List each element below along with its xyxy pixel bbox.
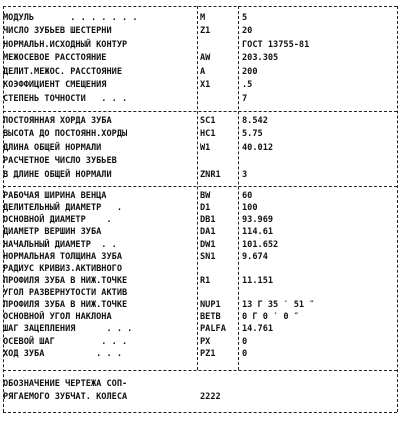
parameter-value: 9.674: [242, 252, 268, 262]
parameter-name: ВЫСОТА ДО ПОСТОЯНН.ХОРДЫ: [3, 129, 128, 139]
parameter-code: NUP1: [200, 300, 221, 310]
parameter-name: ДЕЛИТЕЛЬНЫЙ ДИАМЕТР .: [3, 203, 122, 213]
parameter-value: 5: [242, 13, 248, 23]
parameter-value: 0: [242, 349, 248, 359]
table-row: [0, 40, 401, 51]
parameter-code: X1: [200, 80, 211, 90]
parameter-name: ДИАМЕТР ВЕРШИН ЗУБА: [3, 227, 102, 237]
parameter-value: 60: [242, 191, 253, 201]
parameter-value: 101.652: [242, 240, 279, 250]
table-row: [0, 300, 401, 311]
table-row: [0, 276, 401, 287]
table-row: [0, 215, 401, 226]
table-row: [0, 379, 401, 390]
parameter-value: 14.761: [242, 324, 274, 334]
parameter-code: DA1: [200, 227, 216, 237]
table-row: [0, 53, 401, 64]
table-row: [0, 170, 401, 181]
parameter-code: DW1: [200, 240, 216, 250]
parameter-name: МОДУЛЬ . . . . . . .: [3, 13, 138, 23]
table-row: [0, 191, 401, 202]
table-row: [0, 349, 401, 360]
parameter-name: ПРОФИЛЯ ЗУБА В НИЖ.ТОЧКЕ: [3, 300, 128, 310]
parameter-value: 203.305: [242, 53, 279, 63]
parameter-value: 13 Г 35 ′ 51 ″: [242, 300, 315, 310]
parameter-value: 93.969: [242, 215, 274, 225]
parameter-value: .5: [242, 80, 253, 90]
parameter-code: SC1: [200, 116, 216, 126]
parameter-code: SN1: [200, 252, 216, 262]
parameter-value: 3: [242, 170, 248, 180]
parameter-name: В ДЛИНЕ ОБЩЕЙ НОРМАЛИ: [3, 170, 112, 180]
parameter-code: 2222: [200, 392, 221, 402]
parameter-code: R1: [200, 276, 211, 286]
parameter-value: 0 Г 0 ′ 0 ″: [242, 312, 299, 322]
parameter-name: МЕЖОСЕВОЕ РАССТОЯНИЕ: [3, 53, 107, 63]
parameter-name: ОСНОВНОЙ УГОЛ НАКЛОНА: [3, 312, 112, 322]
table-row: [0, 26, 401, 37]
parameter-value: 40.012: [242, 143, 274, 153]
parameter-name: РАСЧЕТНОЕ ЧИСЛО ЗУБЬЕВ: [3, 156, 117, 166]
parameter-name: СТЕПЕНЬ ТОЧНОСТИ . . .: [3, 94, 128, 104]
parameter-value: ГОСТ 13755-81: [242, 40, 310, 50]
separator-3: [3, 370, 397, 371]
parameter-code: D1: [200, 203, 211, 213]
top-border: [3, 6, 397, 7]
parameter-code: DB1: [200, 215, 216, 225]
parameter-name: ДЕЛИТ.МЕЖОС. РАССТОЯНИЕ: [3, 67, 122, 77]
parameter-name: РАДИУС КРИВИЗ.АКТИВНОГО: [3, 264, 122, 274]
parameter-name: НОРМАЛЬН.ИСХОДНЫЙ КОНТУР: [3, 40, 128, 50]
table-row: [0, 13, 401, 24]
parameter-name: КОЭФФИЦИЕНТ СМЕЩЕНИЯ: [3, 80, 107, 90]
parameter-name: ХОД ЗУБА . . .: [3, 349, 122, 359]
parameter-code: M: [200, 13, 206, 23]
parameter-code: W1: [200, 143, 211, 153]
table-row: [0, 240, 401, 251]
parameter-name: ПРОФИЛЯ ЗУБА В НИЖ.ТОЧКЕ: [3, 276, 128, 286]
table-row: [0, 324, 401, 335]
parameter-code: ZNR1: [200, 170, 221, 180]
parameter-value: 11.151: [242, 276, 274, 286]
parameter-name: НОРМАЛЬНАЯ ТОЛЩИНА ЗУБА: [3, 252, 122, 262]
parameter-name: РЯГАЕМОГО ЗУБЧАТ. КОЛЕСА: [3, 392, 128, 402]
parameter-value: 20: [242, 26, 253, 36]
bottom-border: [3, 412, 397, 413]
parameter-code: HC1: [200, 129, 216, 139]
parameter-name: РАБОЧАЯ ШИРИНА ВЕНЦА: [3, 191, 107, 201]
parameter-code: PX: [200, 337, 211, 347]
parameter-name: ОСЕВОЙ ШАГ . . .: [3, 337, 128, 347]
table-row: [0, 203, 401, 214]
parameter-code: A: [200, 67, 206, 77]
parameter-value: 100: [242, 203, 258, 213]
table-row: [0, 67, 401, 78]
table-row: [0, 264, 401, 275]
separator-2: [3, 186, 397, 187]
parameter-value: 0: [242, 337, 248, 347]
table-row: [0, 143, 401, 154]
parameter-value: 7: [242, 94, 248, 104]
table-row: [0, 252, 401, 263]
parameter-name: ЧИСЛО ЗУБЬЕВ ШЕСТЕРНИ: [3, 26, 112, 36]
parameter-code: BETB: [200, 312, 221, 322]
parameter-name: ДЛИНА ОБЩЕЙ НОРМАЛИ: [3, 143, 102, 153]
parameter-code: AW: [200, 53, 211, 63]
table-row: [0, 392, 401, 403]
parameter-name: ШАГ ЗАЦЕПЛЕНИЯ . . .: [3, 324, 133, 334]
parameter-name: ОБОЗНАЧЕНИЕ ЧЕРТЕЖА СОП-: [3, 379, 128, 389]
table-row: [0, 337, 401, 348]
parameter-code: BW: [200, 191, 211, 201]
table-row: [0, 129, 401, 140]
parameter-name: ОСНОВНОЙ ДИАМЕТР .: [3, 215, 112, 225]
parameter-value: 200: [242, 67, 258, 77]
table-row: [0, 227, 401, 238]
table-row: [0, 94, 401, 105]
parameter-code: PALFA: [200, 324, 226, 334]
parameter-code: PZ1: [200, 349, 216, 359]
parameter-code: Z1: [200, 26, 211, 36]
table-row: [0, 80, 401, 91]
parameter-value: 114.61: [242, 227, 274, 237]
parameter-name: УГОЛ РАЗВЕРНУТОСТИ АКТИВ: [3, 288, 128, 298]
separator-1: [3, 111, 397, 112]
parameter-value: 5.75: [242, 129, 263, 139]
table-row: [0, 156, 401, 167]
parameter-name: ПОСТОЯННАЯ ХОРДА ЗУБА: [3, 116, 112, 126]
table-row: [0, 116, 401, 127]
parameter-name: НАЧАЛЬНЫЙ ДИАМЕТР . .: [3, 240, 117, 250]
parameter-value: 8.542: [242, 116, 268, 126]
table-row: [0, 288, 401, 299]
table-row: [0, 312, 401, 323]
